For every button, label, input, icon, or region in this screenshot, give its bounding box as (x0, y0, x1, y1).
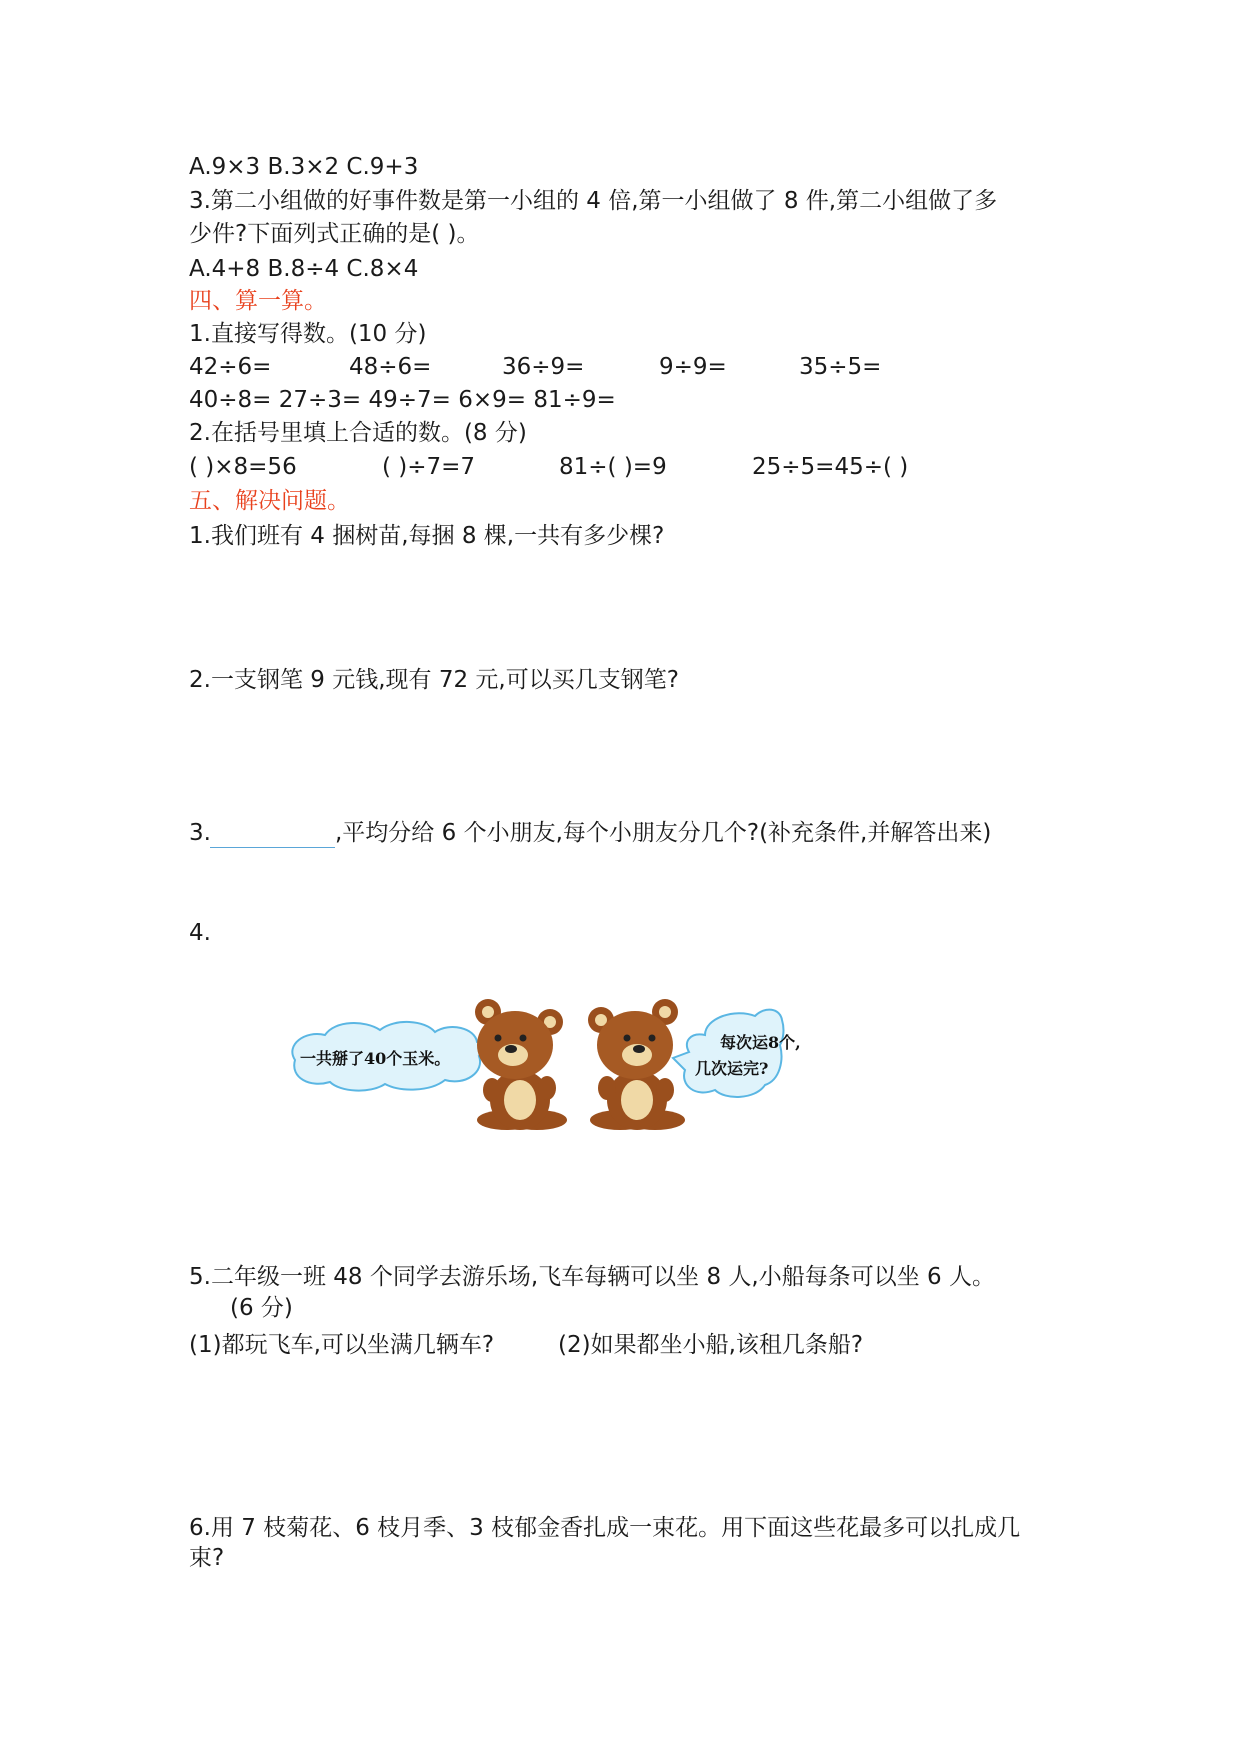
right-bear-icon (588, 999, 685, 1130)
fill-item: ( )×8=56 (189, 454, 297, 480)
fill-item: 25÷5=45÷( ) (752, 454, 909, 480)
bubble-left-text: 一共掰了40个玉米。 (300, 1049, 451, 1068)
bears-illustration (285, 990, 801, 1145)
s5-q4: 4. (189, 920, 211, 946)
s5-q2: 2.一支钢笔 9 元钱,现有 72 元,可以买几支钢笔? (189, 667, 679, 693)
section5-title: 五、解决问题。 (189, 488, 350, 514)
calc-item: 42÷6= (189, 354, 272, 380)
s5-q3-text: ,平均分给 6 个小朋友,每个小朋友分几个?(补充条件,并解答出来) (335, 820, 992, 846)
calc-item: 9÷9= (659, 354, 727, 380)
s4-q2-title: 2.在括号里填上合适的数。(8 分) (189, 420, 527, 446)
s5-q6-line1: 6.用 7 枝菊花、6 枝月季、3 枝郁金香扎成一束花。用下面这些花最多可以扎成几 (189, 1515, 1021, 1541)
bubble-right-text-2: 几次运完? (695, 1059, 769, 1078)
s4-q1-row1 (189, 352, 989, 382)
s5-q5-line1: 5.二年级一班 48 个同学去游乐场,飞车每辆可以坐 8 人,小船每条可以坐 6 人。 (189, 1264, 995, 1290)
q3-2-options: A.9×3 B.3×2 C.9+3 (189, 154, 419, 180)
s5-q3-prefix: 3. (189, 820, 211, 846)
q3-3-line2: 少件?下面列式正确的是( )。 (189, 221, 480, 247)
s5-q5-sub2: (2)如果都坐小船,该租几条船? (558, 1332, 864, 1358)
answer-blank[interactable] (210, 847, 335, 848)
s4-q1-title: 1.直接写得数。(10 分) (189, 321, 427, 347)
fill-item: 81÷( )=9 (559, 454, 667, 480)
section4-title: 四、算一算。 (189, 288, 327, 314)
calc-item: 35÷5= (799, 354, 882, 380)
fill-item: ( )÷7=7 (382, 454, 476, 480)
bubble-right-text-1: 每次运8个, (720, 1033, 801, 1052)
left-bear-icon (475, 999, 567, 1130)
s4-q2-row (189, 452, 989, 482)
q3-3-line1: 3.第二小组做的好事件数是第一小组的 4 倍,第一小组做了 8 件,第二小组做了多 (189, 188, 998, 214)
s5-q5-sub1: (1)都玩飞车,可以坐满几辆车? (189, 1332, 495, 1358)
s5-q5-line2: (6 分) (230, 1295, 293, 1321)
s4-q1-row2: 40÷8= 27÷3= 49÷7= 6×9= 81÷9= (189, 387, 616, 413)
s5-q6-line2: 束? (189, 1545, 225, 1571)
calc-item: 36÷9= (502, 354, 585, 380)
s5-q1: 1.我们班有 4 捆树苗,每捆 8 棵,一共有多少棵? (189, 523, 665, 549)
q3-3-options: A.4+8 B.8÷4 C.8×4 (189, 256, 419, 282)
calc-item: 48÷6= (349, 354, 432, 380)
right-speech-bubble (673, 1010, 783, 1097)
